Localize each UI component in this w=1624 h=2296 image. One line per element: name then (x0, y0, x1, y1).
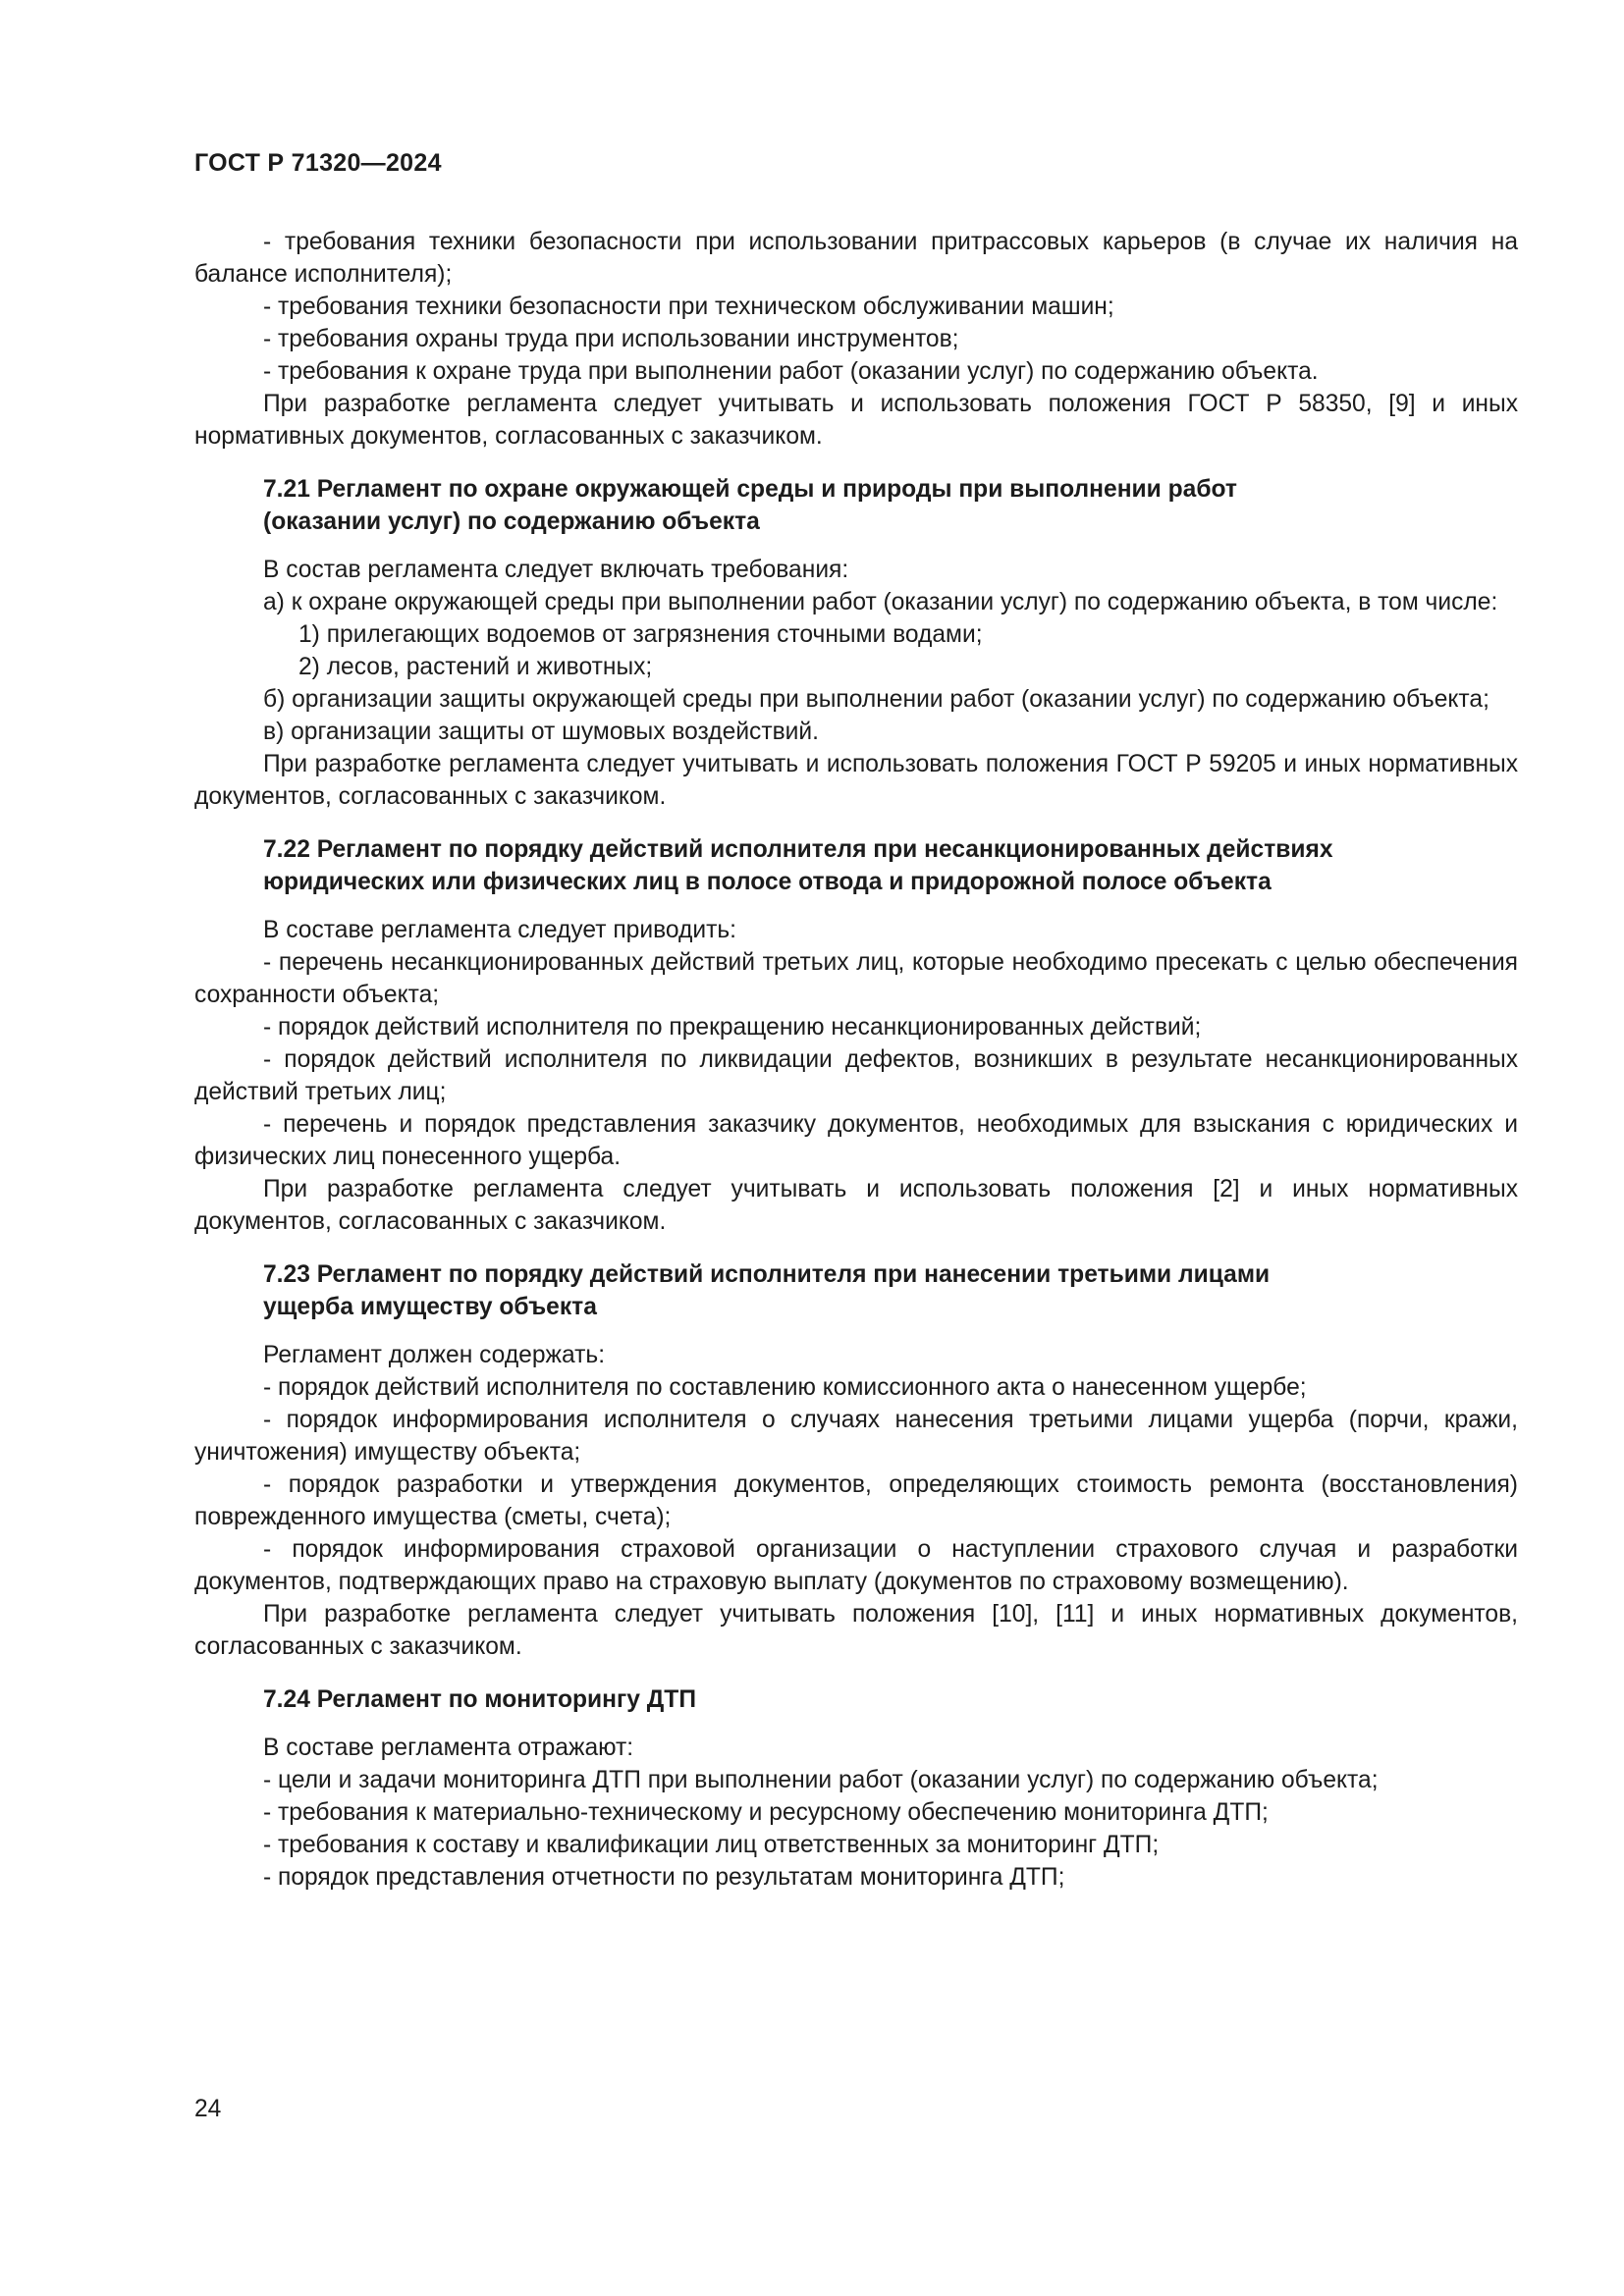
paragraph: В составе регламента следует приводить: (263, 917, 737, 943)
heading-line: 7.22 Регламент по порядку действий исполнителя при несанкционированных действиях (263, 836, 1333, 863)
list-item: а) к охране окружающей среды при выполнении работ (оказании услуг) по содержанию объекта, в том числе: (263, 589, 1498, 615)
list-item: - требования техники безопасности при техническом обслуживании машин; (263, 294, 1114, 320)
list-item: - требования охраны труда при использовании инструментов; (263, 326, 959, 352)
list-item: в) организации защиты от шумовых воздействий. (263, 719, 819, 745)
paragraph: При разработке регламента следует учитывать и использовать положения [2] и иных нормативных документов, согласованных с заказчиком. (194, 1176, 1518, 1235)
list-item: - порядок информирования страховой организации о наступлении страхового случая и разработки документов, подтверждающих право на страховую выплату (документов по страховому возмещению). (194, 1536, 1518, 1595)
list-item: - требования техники безопасности при использовании притрассовых карьеров (в случае их наличия на балансе исполнителя); (194, 229, 1518, 288)
heading-line: юридических или физических лиц в полосе отвода и придорожной полосе объекта (263, 869, 1272, 895)
document-code-header: ГОСТ Р 71320—2024 (194, 149, 442, 177)
heading-line: 7.21 Регламент по охране окружающей среды и природы при выполнении работ (263, 476, 1237, 503)
list-item: б) организации защиты окружающей среды при выполнении работ (оказании услуг) по содержанию объекта; (263, 686, 1489, 713)
section-heading-7-23 (194, 1258, 1518, 1323)
page-number: 24 (194, 2096, 222, 2122)
paragraph: В составе регламента отражают: (263, 1735, 634, 1761)
list-item: - перечень и порядок представления заказчику документов, необходимых для взыскания с юридических и физических лиц понесенного ущерба. (194, 1111, 1518, 1170)
paragraph: При разработке регламента следует учитывать и использовать положения ГОСТ Р 58350, [9] и иных нормативных документов, согласованных с заказчиком. (194, 391, 1518, 450)
paragraph: При разработке регламента следует учитывать и использовать положения ГОСТ Р 59205 и иных нормативных документов, согласованных с заказчиком. (194, 751, 1518, 810)
list-item: - требования к составу и квалификации лиц ответственных за мониторинг ДТП; (263, 1832, 1160, 1858)
list-item: - цели и задачи мониторинга ДТП при выполнении работ (оказании услуг) по содержанию объекта; (263, 1767, 1379, 1793)
list-item: - требования к охране труда при выполнении работ (оказании услуг) по содержанию объекта. (263, 358, 1319, 385)
sub-list-item: 1) прилегающих водоемов от загрязнения сточными водами; (298, 621, 983, 648)
list-item: - порядок представления отчетности по результатам мониторинга ДТП; (263, 1864, 1065, 1891)
list-item: - перечень несанкционированных действий третьих лиц, которые необходимо пресекать с целью обеспечения сохранности объекта; (194, 949, 1518, 1008)
list-item: - порядок действий исполнителя по ликвидации дефектов, возникших в результате несанкционированных действий третьих лиц; (194, 1046, 1518, 1105)
list-item: - требования к материально-техническому и ресурсному обеспечению мониторинга ДТП; (263, 1799, 1269, 1826)
document-body (194, 226, 1518, 1894)
section-heading-7-22 (194, 833, 1518, 898)
list-item: - порядок информирования исполнителя о случаях нанесения третьими лицами ущерба (порчи, кражи, уничтожения) имуществу объекта; (194, 1407, 1518, 1466)
sub-list-item: 2) лесов, растений и животных; (298, 654, 653, 680)
section-heading-7-21 (194, 473, 1518, 538)
paragraph: При разработке регламента следует учитывать положения [10], [11] и иных нормативных документов, согласованных с заказчиком. (194, 1601, 1518, 1660)
list-item: - порядок разработки и утверждения документов, определяющих стоимость ремонта (восстановления) поврежденного имущества (сметы, счета); (194, 1471, 1518, 1530)
heading-line: (оказании услуг) по содержанию объекта (263, 508, 760, 535)
paragraph: Регламент должен содержать: (263, 1342, 606, 1368)
paragraph: В состав регламента следует включать требования: (263, 557, 849, 583)
list-item: - порядок действий исполнителя по составлению комиссионного акта о нанесенном ущербе; (263, 1374, 1307, 1401)
list-item: - порядок действий исполнителя по прекращению несанкционированных действий; (263, 1014, 1202, 1041)
section-heading-7-24: 7.24 Регламент по мониторингу ДТП (263, 1686, 696, 1713)
heading-line: ущерба имуществу объекта (263, 1294, 597, 1320)
heading-line: 7.23 Регламент по порядку действий исполнителя при нанесении третьими лицами (263, 1261, 1271, 1288)
